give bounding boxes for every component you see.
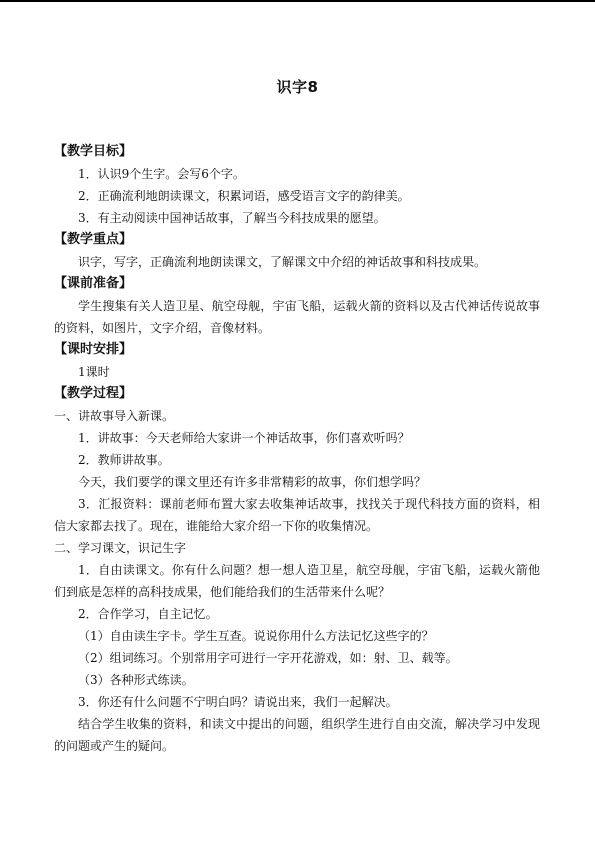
process-step: 2．合作学习，自主记忆。 — [78, 607, 218, 621]
process-step: 3．你还有什么问题不宁明白吗？请说出来，我们一起解决。 — [78, 695, 398, 709]
process-part-title: 二、学习课文，识记生字 — [54, 541, 187, 555]
lesson-plan-body — [54, 141, 540, 757]
goal-item: 2．正确流利地朗读课文，积累词语，感受语言文字的韵律美。 — [78, 189, 410, 203]
process-step: 结合学生收集的资料，和读文中提出的问题，组织学生进行自由交流，解决学习中发现的问题或产生的疑问。 — [54, 717, 540, 753]
process-substep: （2）组词练习。个别常用字可进行一字开花游戏，如：射、卫、载等。 — [78, 651, 458, 665]
section-heading-focus: 【教学重点】 — [54, 232, 133, 247]
process-substep: （3）各种形式练读。 — [78, 673, 194, 687]
goal-item: 3．有主动阅读中国神话故事，了解当今科技成果的愿望。 — [78, 211, 386, 225]
prep-text: 学生搜集有关人造卫星、航空母舰，宇宙飞船，运载火箭的资料以及古代神话传说故事的资料，如图片，文字介绍，音像材料。 — [54, 299, 540, 335]
section-heading-prep: 【课前准备】 — [54, 276, 133, 291]
page-title: 识字8 — [276, 78, 319, 96]
process-step: 今天，我们要学的课文里还有许多非常精彩的故事，你们想学吗？ — [78, 475, 427, 489]
process-substep: （1）自由读生字卡。学生互查。说说你用什么方法记忆这些字的？ — [78, 629, 434, 643]
goal-item: 1．认识9个生字。会写6个字。 — [78, 167, 245, 181]
process-step: 2．教师讲故事。 — [78, 453, 170, 467]
process-step: 1．自由读课文。你有什么问题？想一想人造卫星，航空母舰，宇宙飞船，运载火箭他们到底是怎样的高科技成果，他们能给我们的生活带来什么呢？ — [54, 563, 540, 599]
section-heading-process: 【教学过程】 — [54, 386, 133, 401]
section-heading-schedule: 【课时安排】 — [54, 342, 133, 357]
process-step: 3．汇报资料：课前老师布置大家去收集神话故事，找找关于现代科技方面的资料，相信大家都去找了。现在，谁能给大家介绍一下你的收集情况。 — [54, 497, 540, 533]
process-part-title: 一、讲故事导入新课。 — [54, 409, 175, 423]
process-step: 1．讲故事：今天老师给大家讲一个神话故事，你们喜欢听吗？ — [78, 431, 410, 445]
schedule-text: 1课时 — [78, 365, 110, 379]
focus-text: 识字，写字，正确流利地朗读课文，了解课文中介绍的神话故事和科技成果。 — [78, 255, 487, 269]
section-heading-goals: 【教学目标】 — [54, 144, 133, 159]
